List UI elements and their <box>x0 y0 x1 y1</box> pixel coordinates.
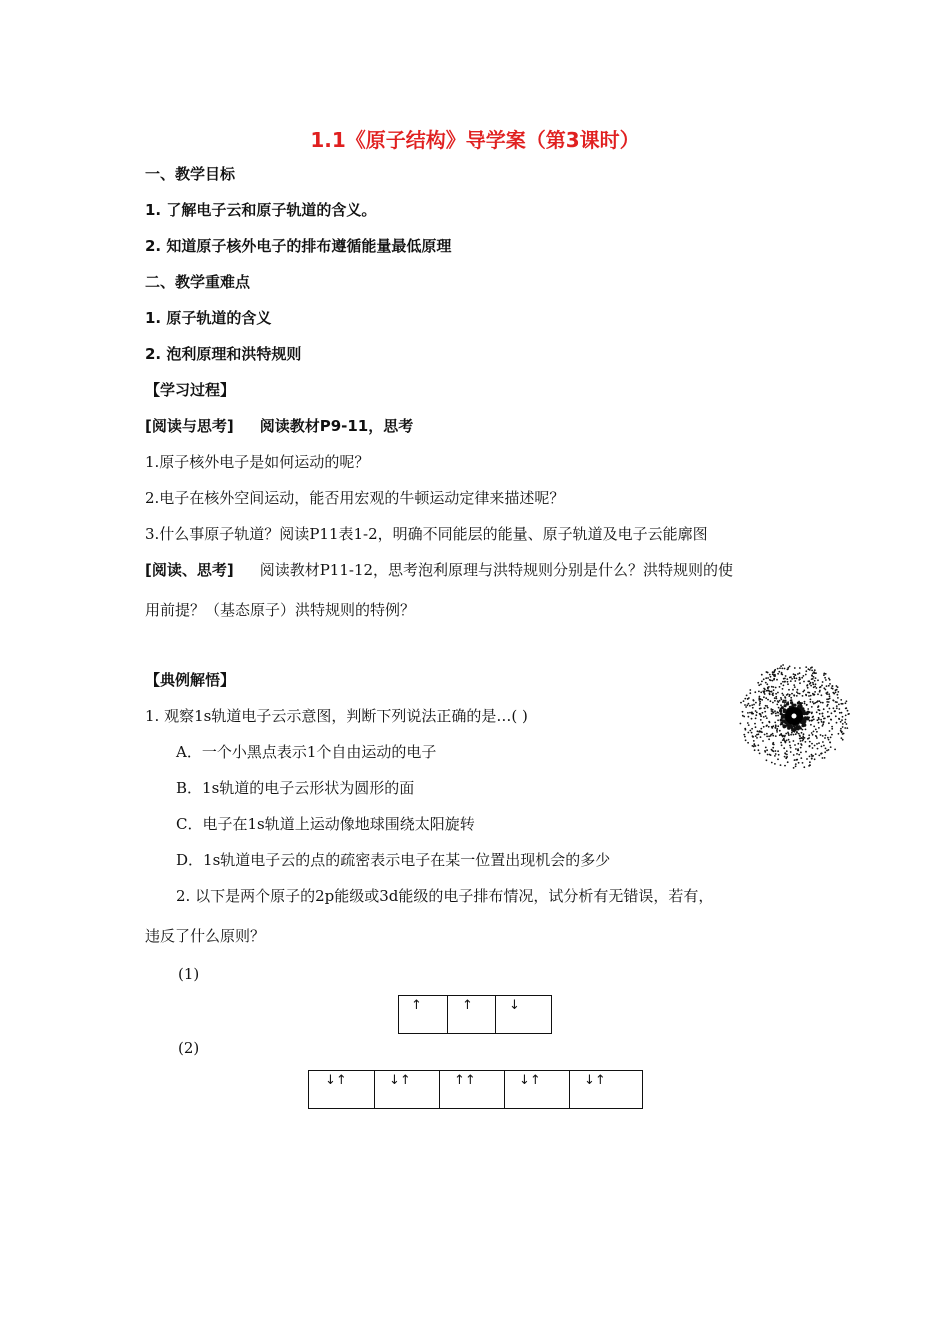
diagram-label-1: (1) <box>178 965 200 983</box>
option-b: B．1s轨道的电子云形状为圆形的面 <box>176 779 415 797</box>
keypoint-2: 2. 泡利原理和洪特规则 <box>145 345 302 363</box>
objective-1: 1. 了解电子云和原子轨道的含义。 <box>145 201 377 219</box>
spin-arrows: ↑ <box>411 998 422 1013</box>
orbital-box <box>309 1071 374 1108</box>
objective-2: 2. 知道原子核外电子的排布遵循能量最低原理 <box>145 237 452 255</box>
spin-arrows: ↑ <box>462 998 473 1013</box>
spin-arrows: ↓↑ <box>584 1073 606 1088</box>
example-2-cont: 违反了什么原则？ <box>145 927 266 945</box>
read-tag-1: [阅读与思考] <box>145 417 234 435</box>
section-heading-keypoints: 二、教学重难点 <box>145 273 251 291</box>
section-heading-objectives: 一、教学目标 <box>145 165 236 183</box>
read-tag-2: [阅读、思考] <box>145 561 234 579</box>
question-1: 1.原子核外电子是如何运动的呢？ <box>145 453 370 471</box>
process-heading: 【学习过程】 <box>145 381 236 399</box>
example-1-question: 1. 观察1s轨道电子云示意图，判断下列说法正确的是…( ) <box>145 707 528 725</box>
orbital-box <box>447 996 495 1033</box>
electron-cloud-image <box>735 660 853 772</box>
orbital-box <box>569 1071 642 1108</box>
orbital-diagram-2 <box>308 1070 643 1109</box>
spin-arrows: ↑↑ <box>454 1073 476 1088</box>
example-2-question: 2. 以下是两个原子的2p能级或3d能级的电子排布情况，试分析有无错误，若有， <box>176 887 714 905</box>
diagram-label-2: (2) <box>178 1039 200 1057</box>
orbital-box <box>495 996 551 1033</box>
spin-arrows: ↓↑ <box>389 1073 411 1088</box>
question-3: 3.什么事原子轨道？阅读P11表1-2，明确不同能层的能量、原子轨道及电子云能廓图 <box>145 525 708 543</box>
examples-heading: 【典例解悟】 <box>145 671 236 689</box>
read-think-1 <box>145 416 413 436</box>
question-2: 2.电子在核外空间运动，能否用宏观的牛顿运动定律来描述呢？ <box>145 489 565 507</box>
read-think-2 <box>145 560 733 580</box>
read-think-2-cont: 用前提？（基态原子）洪特规则的特例？ <box>145 601 416 619</box>
page-title: 1.1《原子结构》导学案（第3课时） <box>310 128 640 152</box>
orbital-box <box>374 1071 439 1108</box>
option-c: C．电子在1s轨道上运动像地球围绕太阳旋转 <box>176 815 475 833</box>
spin-arrows: ↓ <box>509 998 520 1013</box>
read-text-1: 阅读教材P9-11，思考 <box>259 417 414 435</box>
orbital-box <box>504 1071 569 1108</box>
spin-arrows: ↓↑ <box>325 1073 347 1088</box>
orbital-box <box>439 1071 504 1108</box>
read-text-2: 阅读教材P11-12，思考泡利原理与洪特规则分别是什么？洪特规则的使 <box>259 561 734 579</box>
spin-arrows: ↓↑ <box>519 1073 541 1088</box>
keypoint-1: 1. 原子轨道的含义 <box>145 309 272 327</box>
orbital-diagram-1 <box>398 995 552 1034</box>
option-a: A．一个小黑点表示1个自由运动的电子 <box>176 743 437 761</box>
option-d: D．1s轨道电子云的点的疏密表示电子在某一位置出现机会的多少 <box>176 851 611 869</box>
orbital-box <box>399 996 447 1033</box>
